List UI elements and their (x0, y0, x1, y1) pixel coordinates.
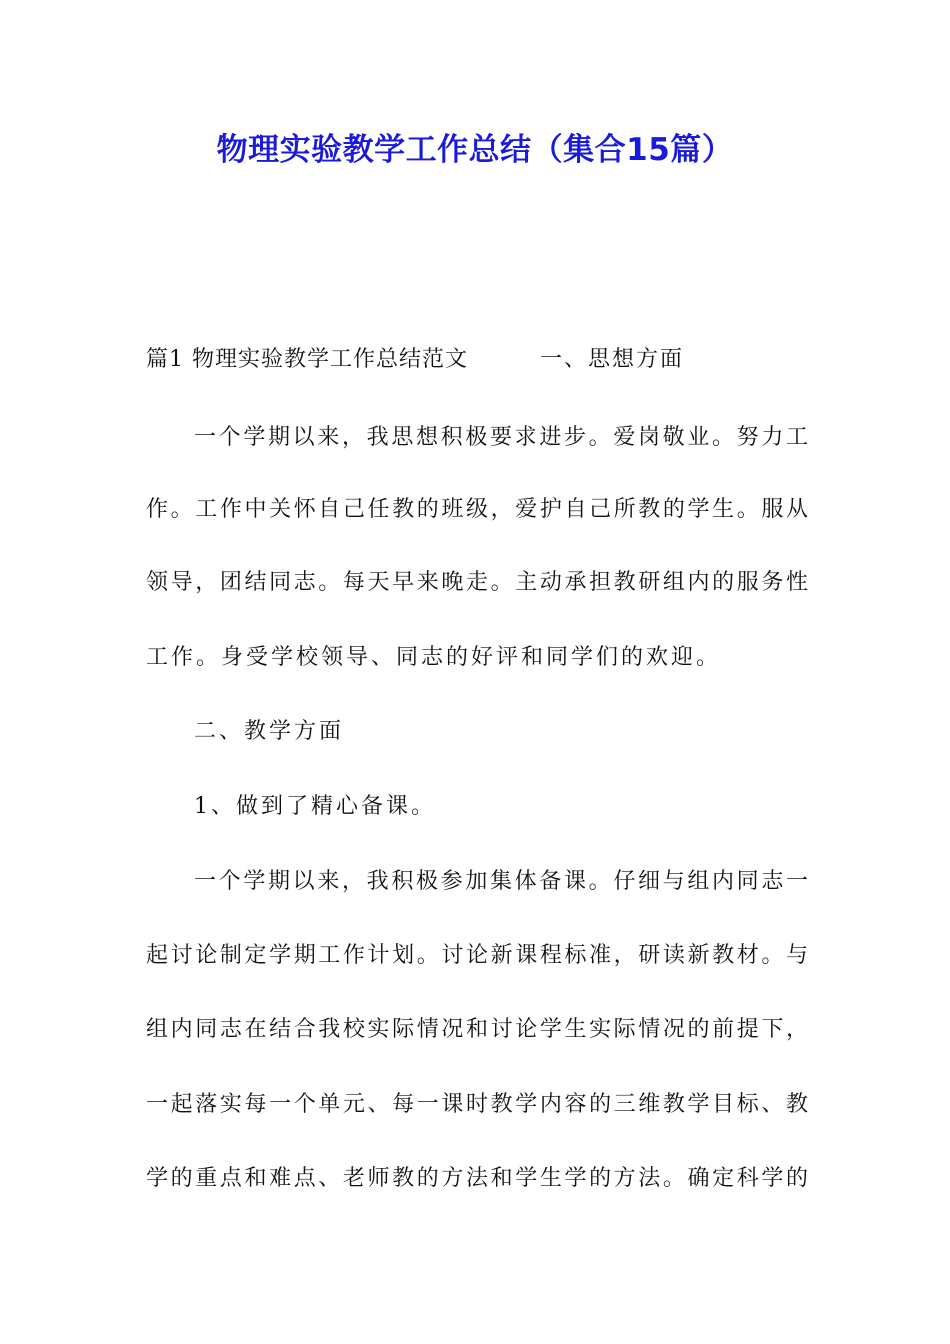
paragraph-line: 一个学期以来，我积极参加集体备课。仔细与组内同志一 (194, 869, 808, 894)
paragraph-line: 组内同志在结合我校实际情况和讨论学生实际情况的前提下， (146, 1017, 808, 1042)
paragraph-line: 领导，团结同志。每天早来晚走。主动承担教研组内的服务性 (146, 570, 808, 595)
paragraph-line: 工作。身受学校领导、同志的好评和同学们的欢迎。 (146, 645, 722, 670)
section-label: 篇1 物理实验教学工作总结范文 (146, 347, 468, 372)
paragraph-line: 一起落实每一个单元、每一课时教学内容的三维教学目标、教 (146, 1092, 808, 1117)
subheading-lesson-prep: 1、做到了精心备课。 (194, 794, 436, 819)
paragraph-line: 学的重点和难点、老师教的方法和学生学的方法。确定科学的 (146, 1166, 808, 1191)
paragraph-line: 作。工作中关怀自己任教的班级，爱护自己所教的学生。服从 (146, 497, 808, 522)
paragraph-line: 起讨论制定学期工作计划。讨论新课程标准，研读新教材。与 (146, 943, 808, 968)
document-title: 物理实验教学工作总结（集合15篇） (216, 132, 734, 168)
section-heading-thought: 一、思想方面 (540, 347, 685, 372)
section-heading-teaching: 二、教学方面 (194, 719, 345, 744)
paragraph-line: 一个学期以来，我思想积极要求进步。爱岗敬业。努力工 (194, 425, 808, 450)
